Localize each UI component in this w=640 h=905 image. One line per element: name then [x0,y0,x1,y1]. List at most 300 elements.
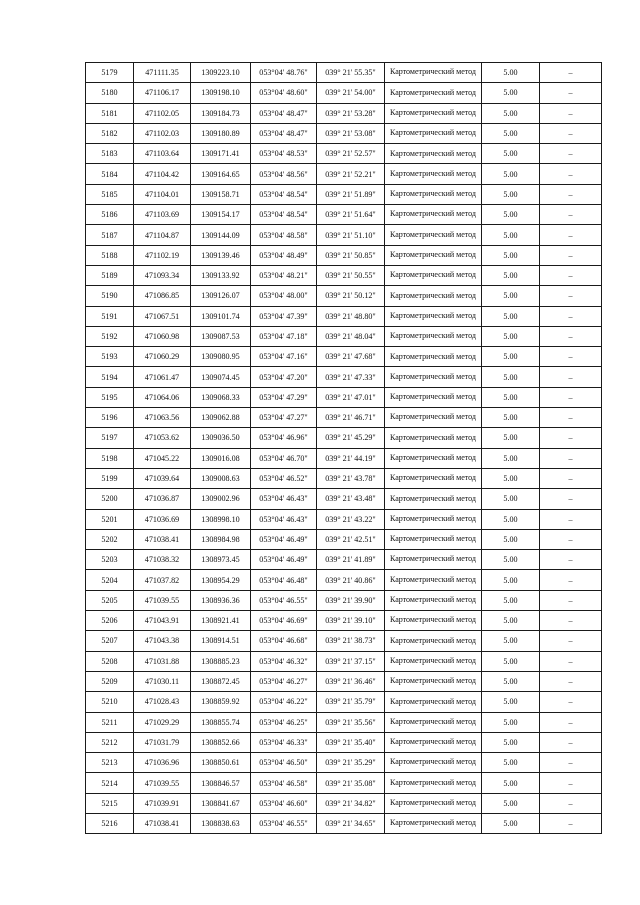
point-number-cell: 5195 [86,387,134,407]
y-coordinate-cell: 1309068.33 [191,387,251,407]
description-cell: – [540,63,602,83]
x-coordinate-cell: 471036.69 [134,509,191,529]
x-coordinate-cell: 471102.19 [134,245,191,265]
latitude-cell: 053°04' 47.29" [251,387,317,407]
longitude-cell: 039° 21' 40.86" [317,570,385,590]
x-coordinate-cell: 471043.38 [134,631,191,651]
method-cell: Картометрический метод [385,529,482,549]
latitude-cell: 053°04' 48.21" [251,265,317,285]
accuracy-cell: 5.00 [482,671,540,691]
method-cell: Картометрический метод [385,286,482,306]
accuracy-cell: 5.00 [482,265,540,285]
y-coordinate-cell: 1308984.98 [191,529,251,549]
x-coordinate-cell: 471060.98 [134,326,191,346]
y-coordinate-cell: 1309002.96 [191,489,251,509]
table-row [86,529,602,549]
longitude-cell: 039° 21' 35.79" [317,692,385,712]
point-number-cell: 5191 [86,306,134,326]
y-coordinate-cell: 1309087.53 [191,326,251,346]
x-coordinate-cell: 471028.43 [134,692,191,712]
method-cell: Картометрический метод [385,387,482,407]
point-number-cell: 5201 [86,509,134,529]
y-coordinate-cell: 1308998.10 [191,509,251,529]
longitude-cell: 039° 21' 47.33" [317,367,385,387]
table-row [86,813,602,833]
y-coordinate-cell: 1309223.10 [191,63,251,83]
point-number-cell: 5182 [86,123,134,143]
point-number-cell: 5214 [86,773,134,793]
longitude-cell: 039° 21' 47.01" [317,387,385,407]
longitude-cell: 039° 21' 34.82" [317,793,385,813]
description-cell: – [540,590,602,610]
accuracy-cell: 5.00 [482,83,540,103]
accuracy-cell: 5.00 [482,611,540,631]
method-cell: Картометрический метод [385,245,482,265]
latitude-cell: 053°04' 47.39" [251,306,317,326]
latitude-cell: 053°04' 48.49" [251,245,317,265]
latitude-cell: 053°04' 46.33" [251,732,317,752]
y-coordinate-cell: 1309126.07 [191,286,251,306]
y-coordinate-cell: 1309074.45 [191,367,251,387]
method-cell: Картометрический метод [385,144,482,164]
x-coordinate-cell: 471031.79 [134,732,191,752]
latitude-cell: 053°04' 48.60" [251,83,317,103]
table-row [86,692,602,712]
point-number-cell: 5202 [86,529,134,549]
accuracy-cell: 5.00 [482,489,540,509]
method-cell: Картометрический метод [385,570,482,590]
y-coordinate-cell: 1308885.23 [191,651,251,671]
longitude-cell: 039° 21' 52.57" [317,144,385,164]
description-cell: – [540,408,602,428]
latitude-cell: 053°04' 48.58" [251,225,317,245]
table-row [86,468,602,488]
x-coordinate-cell: 471053.62 [134,428,191,448]
method-cell: Картометрический метод [385,671,482,691]
method-cell: Картометрический метод [385,63,482,83]
latitude-cell: 053°04' 46.96" [251,428,317,448]
point-number-cell: 5205 [86,590,134,610]
y-coordinate-cell: 1309016.08 [191,448,251,468]
latitude-cell: 053°04' 46.60" [251,793,317,813]
table-row [86,306,602,326]
accuracy-cell: 5.00 [482,793,540,813]
x-coordinate-cell: 471061.47 [134,367,191,387]
description-cell: – [540,529,602,549]
description-cell: – [540,509,602,529]
accuracy-cell: 5.00 [482,326,540,346]
x-coordinate-cell: 471102.03 [134,123,191,143]
point-number-cell: 5189 [86,265,134,285]
y-coordinate-cell: 1309198.10 [191,83,251,103]
accuracy-cell: 5.00 [482,529,540,549]
x-coordinate-cell: 471039.55 [134,590,191,610]
method-cell: Картометрический метод [385,83,482,103]
x-coordinate-cell: 471038.41 [134,529,191,549]
point-number-cell: 5186 [86,205,134,225]
point-number-cell: 5193 [86,347,134,367]
y-coordinate-cell: 1308914.51 [191,631,251,651]
table-row [86,550,602,570]
method-cell: Картометрический метод [385,428,482,448]
y-coordinate-cell: 1308855.74 [191,712,251,732]
x-coordinate-cell: 471039.55 [134,773,191,793]
y-coordinate-cell: 1308846.57 [191,773,251,793]
point-number-cell: 5213 [86,753,134,773]
accuracy-cell: 5.00 [482,813,540,833]
method-cell: Картометрический метод [385,590,482,610]
latitude-cell: 053°04' 48.47" [251,123,317,143]
latitude-cell: 053°04' 48.54" [251,184,317,204]
y-coordinate-cell: 1309164.65 [191,164,251,184]
method-cell: Картометрический метод [385,265,482,285]
accuracy-cell: 5.00 [482,570,540,590]
description-cell: – [540,286,602,306]
method-cell: Картометрический метод [385,347,482,367]
accuracy-cell: 5.00 [482,245,540,265]
point-number-cell: 5204 [86,570,134,590]
description-cell: – [540,489,602,509]
point-number-cell: 5210 [86,692,134,712]
x-coordinate-cell: 471111.35 [134,63,191,83]
table-row [86,448,602,468]
accuracy-cell: 5.00 [482,712,540,732]
x-coordinate-cell: 471036.87 [134,489,191,509]
y-coordinate-cell: 1308872.45 [191,671,251,691]
y-coordinate-cell: 1308921.41 [191,611,251,631]
longitude-cell: 039° 21' 50.55" [317,265,385,285]
latitude-cell: 053°04' 46.27" [251,671,317,691]
x-coordinate-cell: 471038.41 [134,813,191,833]
y-coordinate-cell: 1308954.29 [191,570,251,590]
accuracy-cell: 5.00 [482,367,540,387]
y-coordinate-cell: 1309139.46 [191,245,251,265]
point-number-cell: 5188 [86,245,134,265]
table-row [86,164,602,184]
description-cell: – [540,245,602,265]
x-coordinate-cell: 471086.85 [134,286,191,306]
longitude-cell: 039° 21' 48.80" [317,306,385,326]
table-row [86,103,602,123]
description-cell: – [540,570,602,590]
method-cell: Картометрический метод [385,164,482,184]
point-number-cell: 5211 [86,712,134,732]
latitude-cell: 053°04' 46.49" [251,529,317,549]
description-cell: – [540,651,602,671]
table-row [86,144,602,164]
y-coordinate-cell: 1309133.92 [191,265,251,285]
table-row [86,732,602,752]
y-coordinate-cell: 1308838.63 [191,813,251,833]
latitude-cell: 053°04' 47.20" [251,367,317,387]
method-cell: Картометрический метод [385,813,482,833]
point-number-cell: 5207 [86,631,134,651]
table-row [86,205,602,225]
accuracy-cell: 5.00 [482,448,540,468]
description-cell: – [540,712,602,732]
x-coordinate-cell: 471043.91 [134,611,191,631]
method-cell: Картометрический метод [385,367,482,387]
method-cell: Картометрический метод [385,103,482,123]
table-row [86,590,602,610]
accuracy-cell: 5.00 [482,387,540,407]
longitude-cell: 039° 21' 35.08" [317,773,385,793]
description-cell: – [540,205,602,225]
longitude-cell: 039° 21' 34.65" [317,813,385,833]
latitude-cell: 053°04' 48.56" [251,164,317,184]
description-cell: – [540,347,602,367]
accuracy-cell: 5.00 [482,225,540,245]
x-coordinate-cell: 471031.88 [134,651,191,671]
accuracy-cell: 5.00 [482,63,540,83]
x-coordinate-cell: 471029.29 [134,712,191,732]
accuracy-cell: 5.00 [482,631,540,651]
latitude-cell: 053°04' 47.16" [251,347,317,367]
description-cell: – [540,387,602,407]
method-cell: Картометрический метод [385,753,482,773]
longitude-cell: 039° 21' 51.64" [317,205,385,225]
longitude-cell: 039° 21' 51.10" [317,225,385,245]
y-coordinate-cell: 1308850.61 [191,753,251,773]
longitude-cell: 039° 21' 54.00" [317,83,385,103]
latitude-cell: 053°04' 46.22" [251,692,317,712]
y-coordinate-cell: 1308973.45 [191,550,251,570]
accuracy-cell: 5.00 [482,550,540,570]
table-row [86,489,602,509]
accuracy-cell: 5.00 [482,205,540,225]
longitude-cell: 039° 21' 52.21" [317,164,385,184]
description-cell: – [540,184,602,204]
table-row [86,245,602,265]
description-cell: – [540,773,602,793]
latitude-cell: 053°04' 46.43" [251,489,317,509]
y-coordinate-cell: 1309008.63 [191,468,251,488]
description-cell: – [540,103,602,123]
table-row [86,408,602,428]
method-cell: Картометрический метод [385,712,482,732]
accuracy-cell: 5.00 [482,123,540,143]
table-row [86,671,602,691]
accuracy-cell: 5.00 [482,692,540,712]
method-cell: Картометрический метод [385,509,482,529]
longitude-cell: 039° 21' 44.19" [317,448,385,468]
point-number-cell: 5180 [86,83,134,103]
longitude-cell: 039° 21' 35.56" [317,712,385,732]
point-number-cell: 5216 [86,813,134,833]
table-row [86,225,602,245]
description-cell: – [540,550,602,570]
longitude-cell: 039° 21' 43.48" [317,489,385,509]
latitude-cell: 053°04' 46.52" [251,468,317,488]
point-number-cell: 5194 [86,367,134,387]
point-number-cell: 5200 [86,489,134,509]
latitude-cell: 053°04' 46.70" [251,448,317,468]
x-coordinate-cell: 471063.56 [134,408,191,428]
longitude-cell: 039° 21' 45.29" [317,428,385,448]
method-cell: Картометрический метод [385,184,482,204]
x-coordinate-cell: 471060.29 [134,347,191,367]
description-cell: – [540,164,602,184]
description-cell: – [540,144,602,164]
latitude-cell: 053°04' 47.27" [251,408,317,428]
method-cell: Картометрический метод [385,205,482,225]
x-coordinate-cell: 471038.32 [134,550,191,570]
accuracy-cell: 5.00 [482,651,540,671]
description-cell: – [540,671,602,691]
y-coordinate-cell: 1309062.88 [191,408,251,428]
point-number-cell: 5187 [86,225,134,245]
accuracy-cell: 5.00 [482,732,540,752]
description-cell: – [540,326,602,346]
longitude-cell: 039° 21' 55.35" [317,63,385,83]
x-coordinate-cell: 471037.82 [134,570,191,590]
point-number-cell: 5198 [86,448,134,468]
method-cell: Картометрический метод [385,448,482,468]
latitude-cell: 053°04' 46.68" [251,631,317,651]
description-cell: – [540,813,602,833]
latitude-cell: 053°04' 46.43" [251,509,317,529]
y-coordinate-cell: 1309184.73 [191,103,251,123]
table-row [86,611,602,631]
x-coordinate-cell: 471030.11 [134,671,191,691]
longitude-cell: 039° 21' 36.46" [317,671,385,691]
table-row [86,428,602,448]
table-row [86,712,602,732]
table-row [86,793,602,813]
table-row [86,326,602,346]
accuracy-cell: 5.00 [482,144,540,164]
latitude-cell: 053°04' 46.55" [251,590,317,610]
point-number-cell: 5183 [86,144,134,164]
table-row [86,286,602,306]
y-coordinate-cell: 1308852.66 [191,732,251,752]
description-cell: – [540,732,602,752]
latitude-cell: 053°04' 48.54" [251,205,317,225]
accuracy-cell: 5.00 [482,184,540,204]
y-coordinate-cell: 1309080.95 [191,347,251,367]
table-row [86,387,602,407]
y-coordinate-cell: 1309158.71 [191,184,251,204]
table-row [86,347,602,367]
point-number-cell: 5196 [86,408,134,428]
accuracy-cell: 5.00 [482,753,540,773]
table-row [86,63,602,83]
longitude-cell: 039° 21' 53.28" [317,103,385,123]
description-cell: – [540,448,602,468]
longitude-cell: 039° 21' 39.10" [317,611,385,631]
table-row [86,184,602,204]
x-coordinate-cell: 471039.64 [134,468,191,488]
method-cell: Картометрический метод [385,611,482,631]
longitude-cell: 039° 21' 43.78" [317,468,385,488]
longitude-cell: 039° 21' 35.40" [317,732,385,752]
latitude-cell: 053°04' 46.69" [251,611,317,631]
accuracy-cell: 5.00 [482,509,540,529]
longitude-cell: 039° 21' 42.51" [317,529,385,549]
method-cell: Картометрический метод [385,225,482,245]
table-row [86,570,602,590]
description-cell: – [540,306,602,326]
point-number-cell: 5203 [86,550,134,570]
table-row [86,265,602,285]
x-coordinate-cell: 471104.01 [134,184,191,204]
method-cell: Картометрический метод [385,408,482,428]
description-cell: – [540,265,602,285]
longitude-cell: 039° 21' 35.29" [317,753,385,773]
accuracy-cell: 5.00 [482,103,540,123]
y-coordinate-cell: 1308841.67 [191,793,251,813]
accuracy-cell: 5.00 [482,428,540,448]
point-number-cell: 5181 [86,103,134,123]
method-cell: Картометрический метод [385,306,482,326]
description-cell: – [540,631,602,651]
point-number-cell: 5208 [86,651,134,671]
table-body [86,63,602,834]
latitude-cell: 053°04' 46.55" [251,813,317,833]
x-coordinate-cell: 471104.87 [134,225,191,245]
accuracy-cell: 5.00 [482,468,540,488]
table-row [86,509,602,529]
point-number-cell: 5184 [86,164,134,184]
x-coordinate-cell: 471106.17 [134,83,191,103]
accuracy-cell: 5.00 [482,306,540,326]
point-number-cell: 5215 [86,793,134,813]
accuracy-cell: 5.00 [482,347,540,367]
description-cell: – [540,225,602,245]
latitude-cell: 053°04' 48.00" [251,286,317,306]
point-number-cell: 5197 [86,428,134,448]
accuracy-cell: 5.00 [482,164,540,184]
y-coordinate-cell: 1309144.09 [191,225,251,245]
table-row [86,631,602,651]
point-number-cell: 5179 [86,63,134,83]
longitude-cell: 039° 21' 51.89" [317,184,385,204]
description-cell: – [540,611,602,631]
table-row [86,83,602,103]
description-cell: – [540,428,602,448]
method-cell: Картометрический метод [385,692,482,712]
longitude-cell: 039° 21' 41.89" [317,550,385,570]
x-coordinate-cell: 471067.51 [134,306,191,326]
y-coordinate-cell: 1309101.74 [191,306,251,326]
longitude-cell: 039° 21' 53.08" [317,123,385,143]
y-coordinate-cell: 1308936.36 [191,590,251,610]
latitude-cell: 053°04' 46.32" [251,651,317,671]
table-row [86,773,602,793]
y-coordinate-cell: 1309154.17 [191,205,251,225]
longitude-cell: 039° 21' 50.12" [317,286,385,306]
method-cell: Картометрический метод [385,489,482,509]
description-cell: – [540,367,602,387]
method-cell: Картометрический метод [385,550,482,570]
x-coordinate-cell: 471102.05 [134,103,191,123]
description-cell: – [540,753,602,773]
x-coordinate-cell: 471093.34 [134,265,191,285]
longitude-cell: 039° 21' 47.68" [317,347,385,367]
point-number-cell: 5206 [86,611,134,631]
point-number-cell: 5209 [86,671,134,691]
x-coordinate-cell: 471103.64 [134,144,191,164]
y-coordinate-cell: 1308859.92 [191,692,251,712]
table-row [86,367,602,387]
point-number-cell: 5212 [86,732,134,752]
latitude-cell: 053°04' 47.18" [251,326,317,346]
y-coordinate-cell: 1309171.41 [191,144,251,164]
description-cell: – [540,123,602,143]
x-coordinate-cell: 471103.69 [134,205,191,225]
method-cell: Картометрический метод [385,326,482,346]
x-coordinate-cell: 471036.96 [134,753,191,773]
